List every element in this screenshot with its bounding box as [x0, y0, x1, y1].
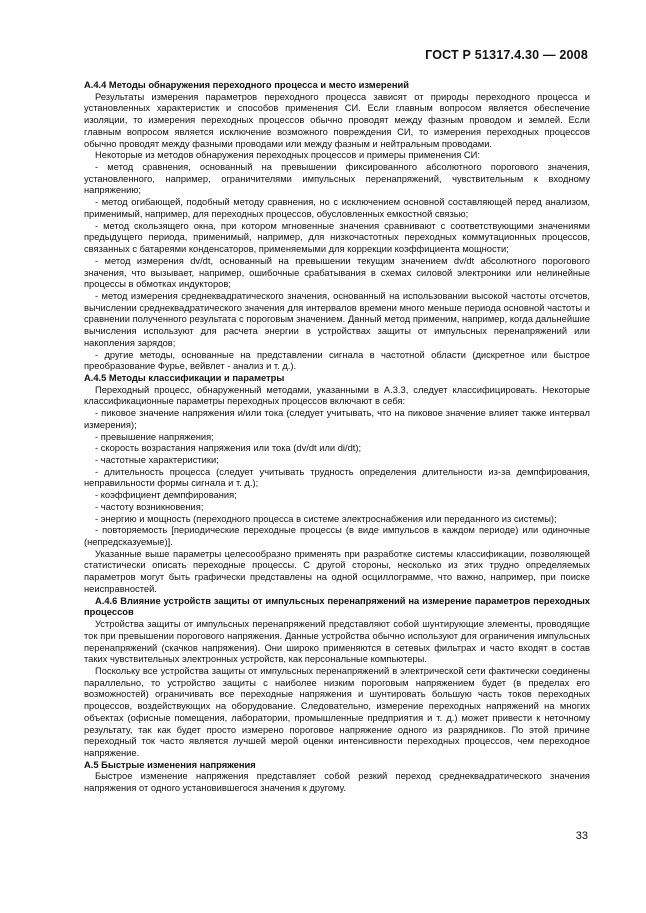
paragraph: Результаты измерения параметров переходного процесса зависят от природы переходного процесса и установленных характеристик и способов применения СИ. Если главным вопросом является обеспечение изоляции, то измерения переходных процессов обычно проводят между фазным проводом и землей. Если главным вопросом является исключение возможного повреждения СИ, то измерения переходных процессов обычно проводят между фазными проводами или между фазным и нейтральным проводами.: [84, 91, 590, 149]
paragraph: Переходный процесс, обнаруженный методами, указанными в А.3.3, следует классифицировать. Некоторые классификационные параметры переходных процессов включают в себя:: [84, 384, 590, 407]
list-item: - метод измерения dv/dt, основанный на превышении текущим значением dv/dt абсолютного порогового значения, что вызывает, например, ошибочные срабатывания в схемах силовой электроники или нелинейные процессы в обмотках индукторов;: [84, 255, 590, 290]
paragraph: Некоторые из методов обнаружения переходных процессов и примеры применения СИ:: [95, 150, 480, 161]
list-item: - превышение напряжения;: [95, 431, 214, 442]
list-item: - метод сравнения, основанный на превышении фиксированного абсолютного порогового значения, установленного, например, ограничителями импульсных перенапряжений, чувствительным к входному напряжению;: [84, 162, 590, 196]
list-item: - повторяемость [периодические переходные процессы (в виде импульсов в каждом периоде) или одиночные (непредсказуемые)].: [84, 525, 590, 548]
list-item: - коэффициент демпфирования;: [95, 490, 237, 501]
section-heading: А.4.5 Методы классификации и параметры: [84, 372, 285, 383]
list-item: - метод огибающей, подобный методу сравнения, но с исключением основной составляющей перед анализом, применимый, например, для переходных процессов, обусловленных емкостной связью;: [84, 197, 590, 219]
section-heading: А.4.4 Методы обнаружения переходного процесса и место измерений: [84, 80, 409, 90]
paragraph: Указанные выше параметры целесообразно применять при разработке системы классификации, позволяющей статистически описать переходные процессы. С другой стороны, несколько из этих трудно определяемых параметров могут быть графически представлены на одной осциллограмме, что важно, например, при поиске неисправностей.: [84, 548, 590, 594]
paragraph: Быстрое изменение напряжения представляет собой резкий переход среднеквадратического значения напряжения от одного установившегося значения к другому.: [84, 771, 590, 794]
section-heading: А.5 Быстрые изменения напряжения: [84, 759, 256, 770]
paragraph: Устройства защиты от импульсных перенапряжений представляют собой шунтирующие элементы, проводящие ток при превышении порогового напряжения. Данные устройства обычно используют для ограничения импульсных перенапряжений (скачков напряжения). Они широко применяются в сетевых фильтрах и часто входят в состав таких чувствительных электронных устройств, как персональные компьютеры.: [84, 619, 590, 665]
page-number: 33: [575, 830, 588, 842]
list-item: - метод скользящего окна, при котором мгновенные значения сравнивают с соответствующими значениями предыдущего периода, применимый, например, для низкочастотных переходных коммутационных процессов, связанных с батареями конденсаторов, применяемыми для коррекции коэффициента мощности;: [84, 220, 590, 255]
document-body: [84, 80, 590, 795]
list-item: - частоту возникновения;: [95, 501, 204, 512]
list-item: - скорость возрастания напряжения или тока (dv/dt или di/dt);: [95, 443, 362, 454]
list-item: - длительность процесса (следует учитывать трудность определения длительности из-за демпфирования, неправильности формы сигнала и т. д.);: [84, 466, 590, 489]
list-item: - частотные характеристики;: [95, 455, 219, 465]
paragraph: Поскольку все устройства защиты от импульсных перенапряжений в электрической сети фактически соединены параллельно, то устройство защиты с наиболее низким пороговым напряжением будет (в пределах его возможностей) ограничивать все переходные напряжения и шунтировать большую часть токов переходных процессов, воздействующих на оборудование. Следовательно, измерение переходных напряжений на многих объектах (офисные помещения, лаборатории, промышленные предприятия и т. д.) может привести к неточному результату, так как будет просто измерено пороговое напряжение одного из разрядников. По этой причине переходный ток часто является лучшей мерой оценки интенсивности переходных процессов, чем переходное напряжение.: [84, 665, 590, 758]
section-heading: А.4.6 Влияние устройств защиты от импульсных перенапряжений на измерение параметров переходных процессов: [84, 595, 590, 618]
list-item: - другие методы, основанные на представлении сигнала в частотной области (дискретное или быстрое преобразование Фурье, вейвлет - анализ и т. д.).: [84, 349, 590, 372]
document-header: ГОСТ Р 51317.4.30 — 2008: [425, 48, 588, 62]
list-item: - энергию и мощность (переходного процесса в системе электроснабжения или переданного из системы);: [95, 513, 557, 524]
list-item: - метод измерения среднеквадратического значения, основанный на использовании высокой частоты отсчетов, вычислении среднеквадратического значения для интервалов времени много меньше периода основной частоты и сравнении полученного результата с пороговым значением. Данный метод применим, например, когда дальнейшие вычисления используют для расчета энергии в устройствах защиты от импульсных перенапряжений или накопления зарядов;: [84, 290, 590, 348]
list-item: - пиковое значение напряжения и/или тока (следует учитывать, что на пиковое значение влияет также интервал измерения);: [84, 408, 590, 430]
